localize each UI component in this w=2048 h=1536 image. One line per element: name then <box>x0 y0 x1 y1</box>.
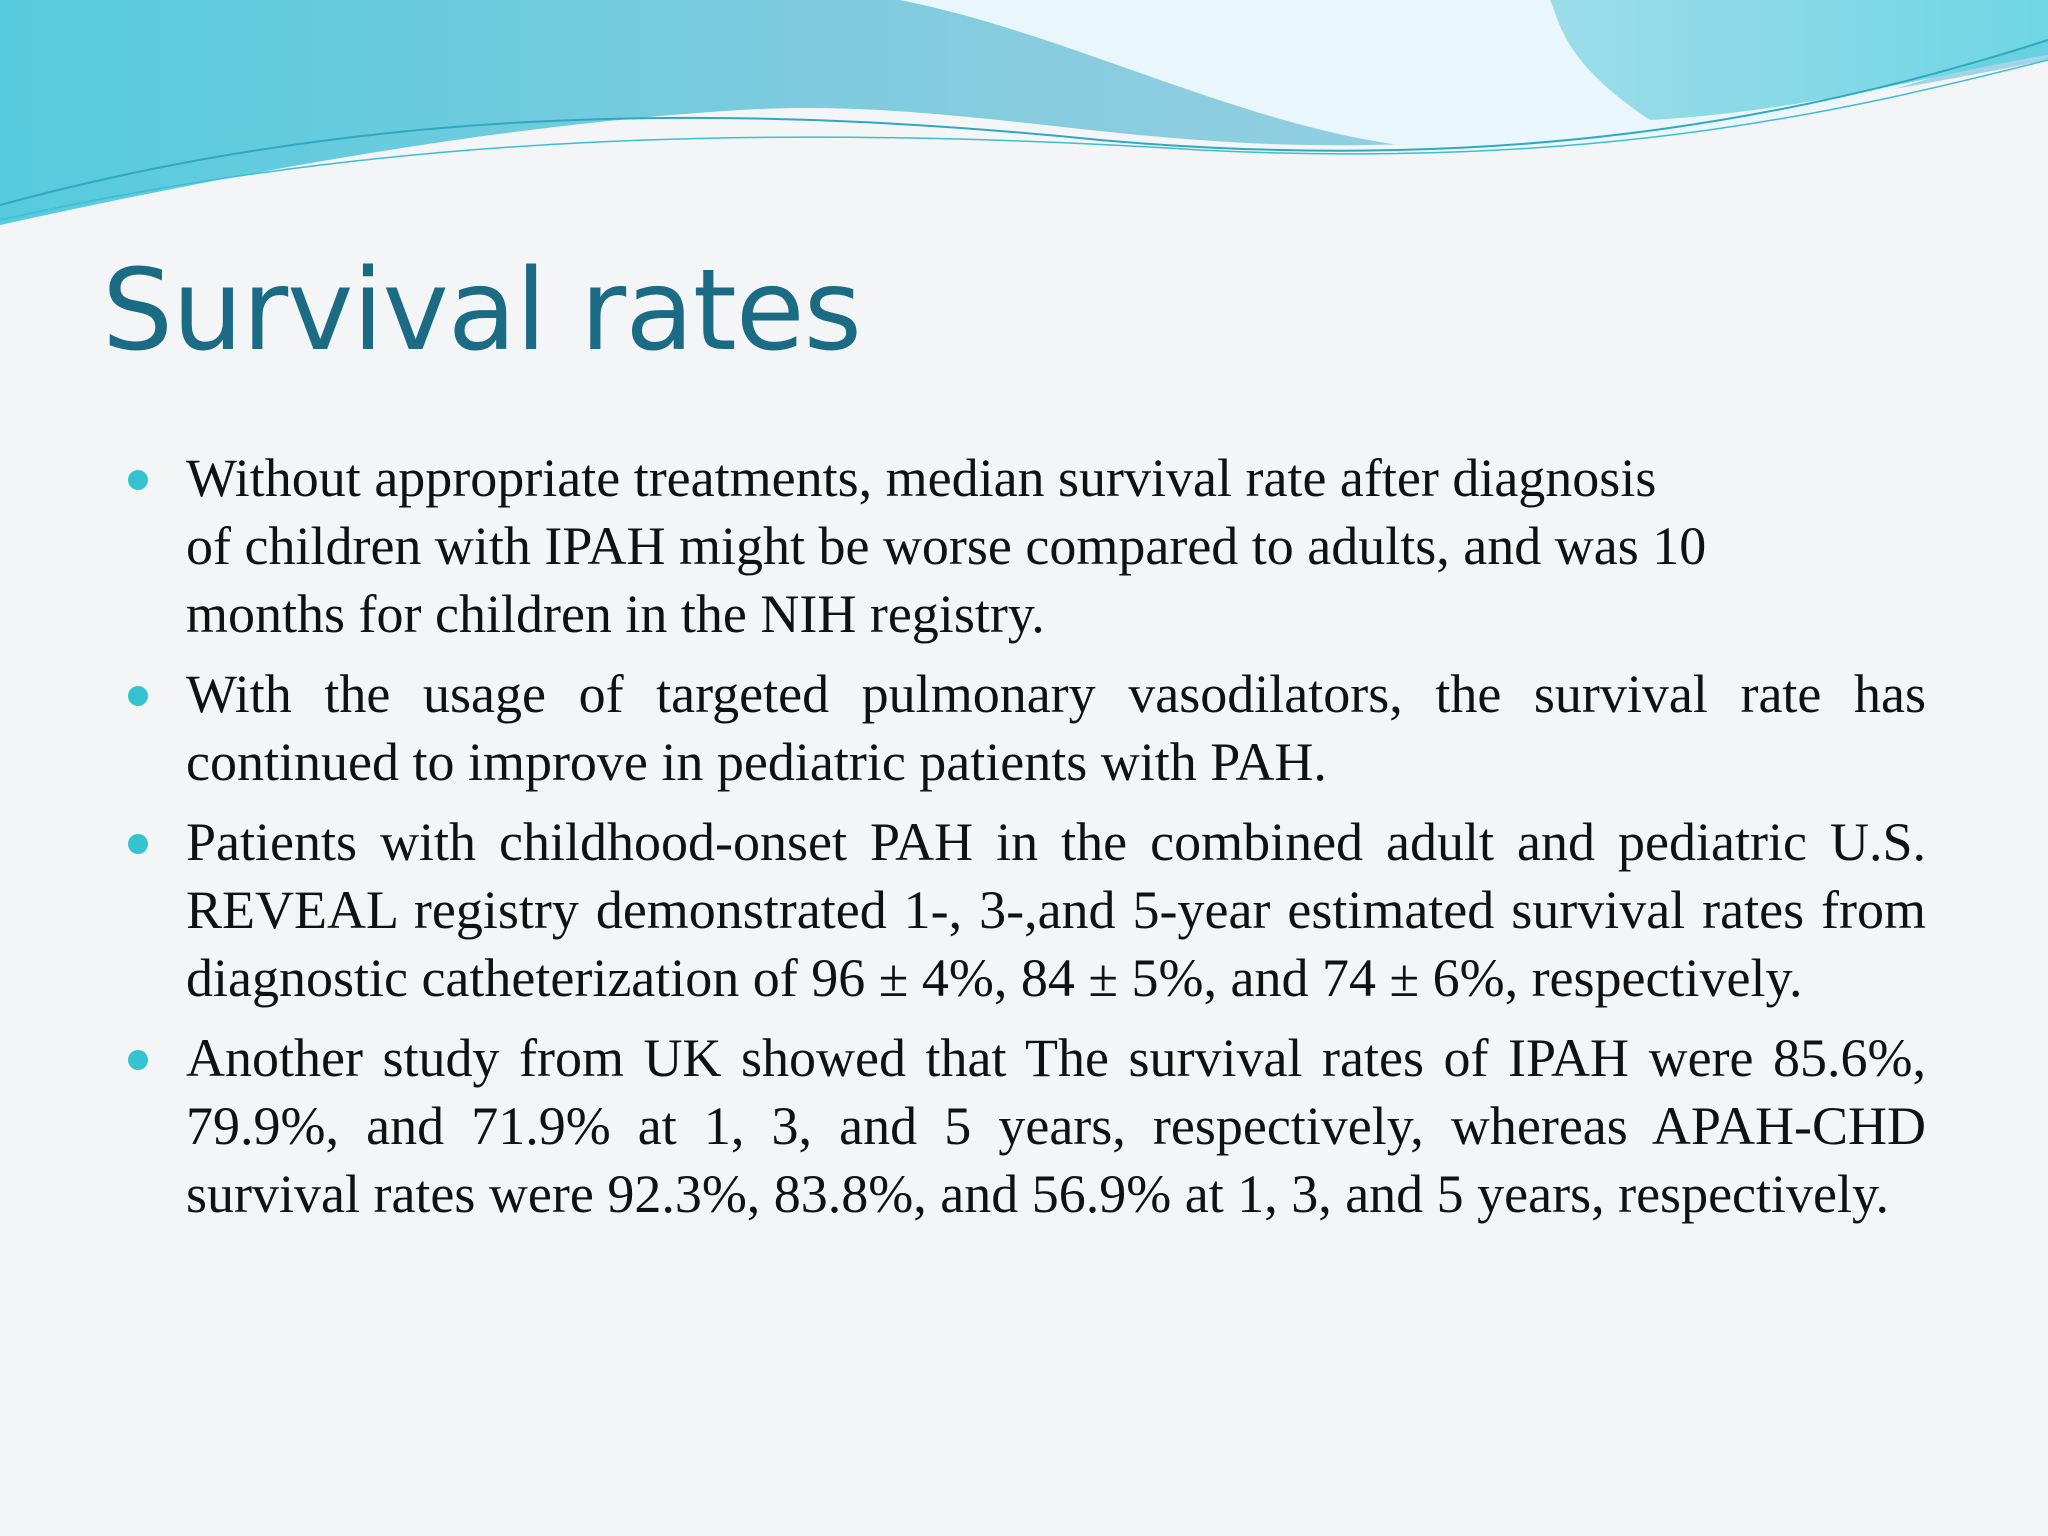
bullet-text: With the usage of targeted pulmonary vasodilators, the survival rate has continued to improve in pediatric patients with PAH. <box>186 664 1926 792</box>
header-wave-decoration <box>0 0 2048 240</box>
bullet-item <box>124 660 1926 796</box>
bullet-line: of children with IPAH might be worse compared to adults, and was 10 <box>186 516 1707 576</box>
bullet-text: Patients with childhood-onset PAH in the combined adult and pediatric U.S. REVEAL registry demonstrated 1-, 3-,and 5-year estimated survival rates from diagnostic catheterization of 96 ± 4%, 84 ± 5%, and 74 ± 6%, respectively. <box>186 812 1926 1008</box>
bullet-item <box>124 808 1926 1012</box>
bullet-line: months for children in the NIH registry. <box>186 584 1045 644</box>
bullet-item <box>124 1024 1926 1228</box>
bullet-item <box>124 444 1926 648</box>
bullet-dot-icon <box>128 834 148 854</box>
bullet-list <box>124 444 1926 1240</box>
bullet-dot-icon <box>128 470 148 490</box>
bullet-line: Without appropriate treatments, median survival rate after diagnosis <box>186 448 1657 508</box>
bullet-dot-icon <box>128 686 148 706</box>
slide-title: Survival rates <box>102 246 862 376</box>
bullet-dot-icon <box>128 1050 148 1070</box>
bullet-text: Another study from UK showed that The survival rates of IPAH were 85.6%, 79.9%, and 71.9% at 1, 3, and 5 years, respectively, whereas APAH-CHD survival rates were 92.3%, 83.8%, and 56.9% at 1, 3, and 5 years, respectively. <box>186 1028 1926 1224</box>
